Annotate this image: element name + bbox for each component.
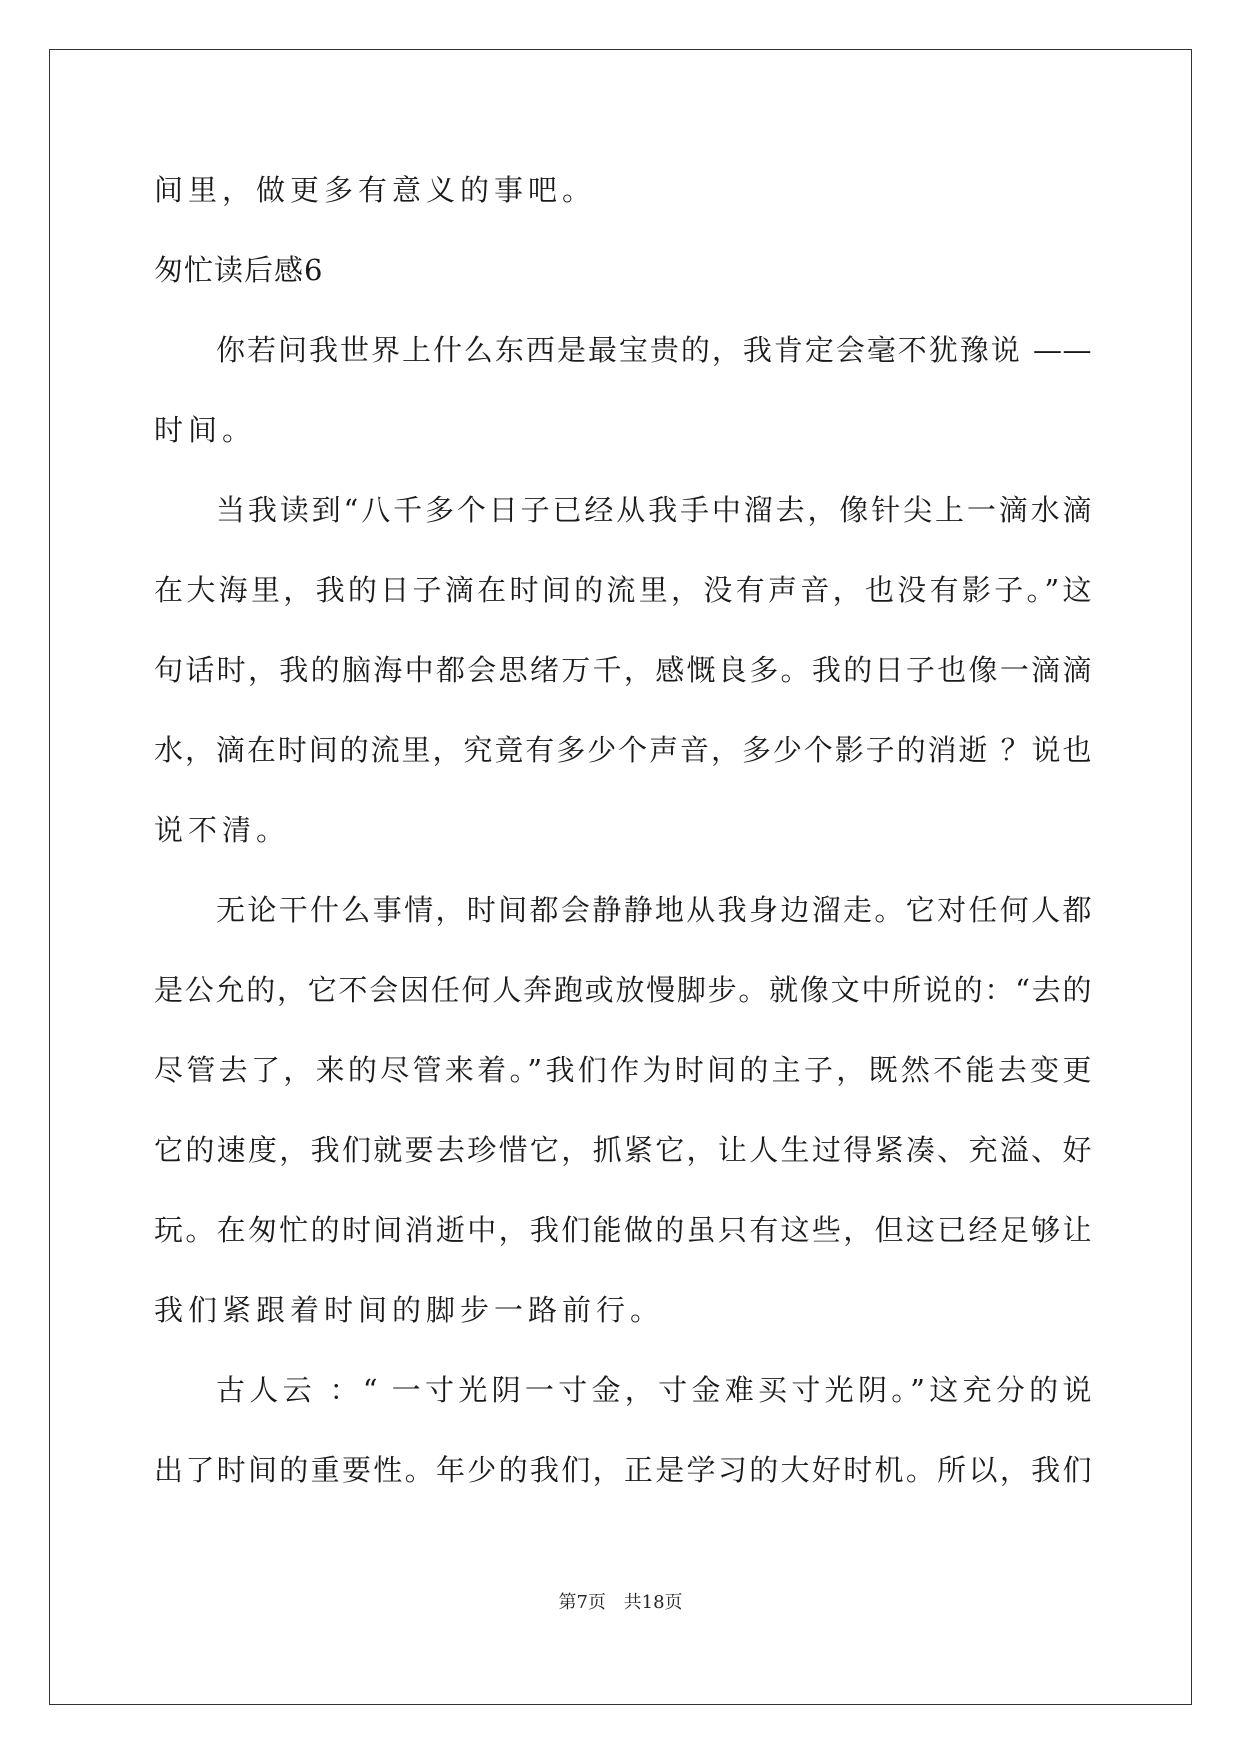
text-line: 无论干什么事情，时间都会静静地从我身边溜走。它对任何人都 — [216, 893, 1092, 927]
text-line: 玩。在匆忙的时间消逝中，我们能做的虽只有这些，但这已经足够让 — [154, 1213, 1092, 1247]
text-line: 出了时间的重要性。年少的我们，正是学习的大好时机。所以，我们 — [154, 1453, 1092, 1487]
text-line: 尽管去了，来的尽管来着。”我们作为时间的主子，既然不能去变更 — [154, 1053, 1092, 1087]
text-line: 当我读到“八千多个日子已经从我手中溜去，像针尖上一滴水滴 — [216, 493, 1092, 527]
text-line: 我们紧跟着时间的脚步一路前行。 — [154, 1293, 665, 1327]
text-line: 在大海里，我的日子滴在时间的流里，没有声音，也没有影子。”这 — [154, 573, 1092, 607]
document-body — [154, 150, 1092, 1510]
text-line: 它的速度，我们就要去珍惜它，抓紧它，让人生过得紧凑、充溢、好 — [154, 1133, 1092, 1167]
text-line: 间里，做更多有意义的事吧。 — [154, 173, 597, 207]
text-line: 水，滴在时间的流里，究竟有多少个声音，多少个影子的消逝 ？说也 — [154, 733, 1092, 767]
text-line: 时间。 — [154, 413, 257, 447]
text-line: 是公允的，它不会因任何人奔跑或放慢脚步。就像文中所说的：“去的 — [154, 973, 1092, 1007]
page-total: 共18页 — [623, 1592, 683, 1613]
text-line: 句话时，我的脑海中都会思绪万千，感慨良多。我的日子也像一滴滴 — [154, 653, 1092, 687]
page-number: 第7页 — [558, 1592, 606, 1613]
text-line: 古人云 ：“ 一寸光阴一寸金，寸金难买寸光阴。”这充分的说 — [216, 1373, 1092, 1407]
page-footer — [0, 1588, 1241, 1614]
text-line: 说不清。 — [154, 813, 291, 847]
section-heading: 匆忙读后感6 — [154, 253, 324, 287]
text-line: 你若问我世界上什么东西是最宝贵的，我肯定会毫不犹豫说 —— — [216, 333, 1092, 367]
